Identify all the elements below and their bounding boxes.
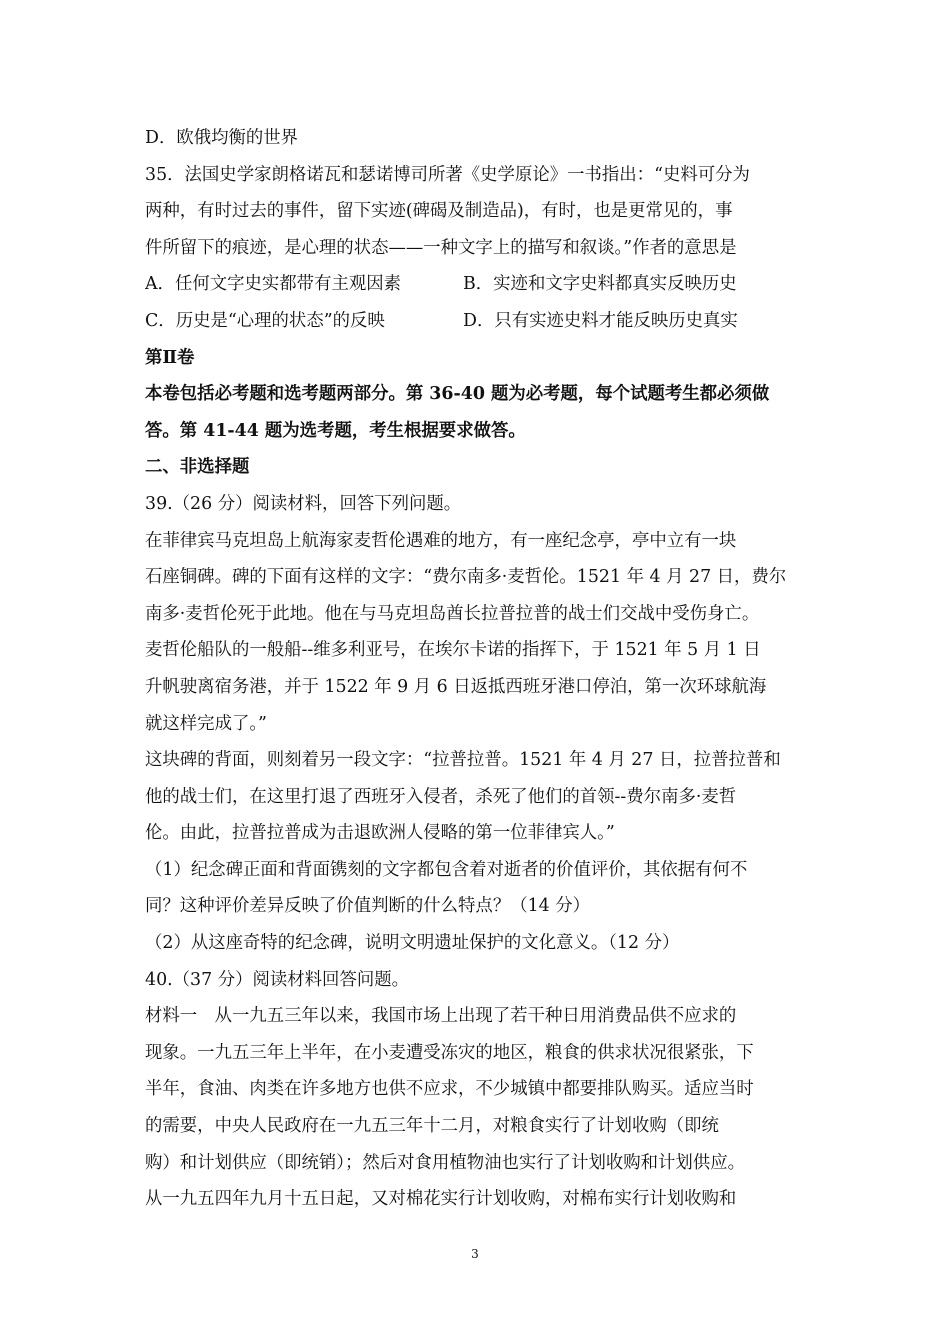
section-title: 二、非选择题 bbox=[145, 457, 250, 478]
q39-material-line: 他的战士们，在这里打退了西班牙入侵者，杀死了他们的首领--费尔南多·麦哲 bbox=[145, 786, 737, 807]
q39-material-line: 就这样完成了。” bbox=[145, 713, 267, 734]
page-number: 3 bbox=[471, 1247, 479, 1261]
q39-material-line: 麦哲伦船队的一般船--维多利亚号，在埃尔卡诺的指挥下，于 1521 年 5 月 1 日 bbox=[145, 640, 761, 661]
q40-material-line: 购）和计划供应（即统销）；然后对食用植物油也实行了计划收购和计划供应。 bbox=[145, 1152, 745, 1173]
instructions-line-1: 本卷包括必考题和选考题两部分。第 36-40 题为必考题，每个试题考生都必须做 bbox=[145, 384, 770, 405]
q39-sub-question-2: （2）从这座奇特的纪念碑，说明文明遗址保护的文化意义。（12 分） bbox=[145, 933, 680, 954]
q39-material-line: 在菲律宾马克坦岛上航海家麦哲伦遇难的地方，有一座纪念亭，亭中立有一块 bbox=[145, 530, 737, 551]
q40-material-line: 从一九五四年九月十五日起，又对棉花实行计划收购，对棉布实行计划收购和 bbox=[145, 1189, 737, 1210]
part-two-title: 第Ⅱ卷 bbox=[145, 347, 195, 368]
q40-header: 40.（37 分）阅读材料回答问题。 bbox=[145, 969, 410, 990]
q39-header: 39.（26 分）阅读材料，回答下列问题。 bbox=[145, 493, 462, 514]
q40-material-line: 的需要，中央人民政府在一九五三年十二月，对粮食实行了计划收购（即统 bbox=[145, 1116, 719, 1137]
q39-material-line: 南多·麦哲伦死于此地。他在与马克坦岛酋长拉普拉普的战士们交战中受伤身亡。 bbox=[145, 603, 760, 624]
instructions-line-2: 答。第 41-44 题为选考题，考生根据要求做答。 bbox=[145, 420, 526, 441]
q39-material-line: 石座铜碑。碑的下面有这样的文字：“费尔南多·麦哲伦。1521 年 4 月 27 日，费尔 bbox=[145, 567, 787, 588]
q35-option-a: A．任何文字史实都带有主观因素 bbox=[145, 274, 402, 295]
q39-material-line: 这块碑的背面，则刻着另一段文字：“拉普拉普。1521 年 4 月 27 日，拉普拉普和 bbox=[145, 750, 781, 771]
q39-material-line: 升帆驶离宿务港，并于 1522 年 9 月 6 日返抵西班牙港口停泊，第一次环球航海 bbox=[145, 676, 767, 697]
q39-sub-question-1: （1）纪念碑正面和背面镌刻的文字都包含着对逝者的价值评价，其依据有何不 bbox=[145, 859, 748, 880]
q39-sub-question-1-cont: 同？这种评价差异反映了价值判断的什么特点？（14 分） bbox=[145, 896, 591, 917]
q34-option-d: D．欧俄均衡的世界 bbox=[145, 128, 299, 148]
q35-stem-line-3: 件所留下的痕迹，是心理的状态——一种文字上的描写和叙谈。”作者的意思是 bbox=[145, 237, 737, 258]
q35-stem-line-1: 35．法国史学家朗格诺瓦和瑟诺博司所著《史学原论》一书指出：“史料可分为 bbox=[145, 164, 750, 185]
q35-options-row-1 bbox=[145, 266, 810, 303]
q35-options-row-2 bbox=[145, 303, 810, 340]
q40-material-line: 现象。一九五三年上半年，在小麦遭受冻灾的地区，粮食的供求状况很紧张，下 bbox=[145, 1042, 754, 1063]
q40-material-line: 材料一 从一九五三年以来，我国市场上出现了若干种日用消费品供不应求的 bbox=[145, 1006, 737, 1027]
q39-material-line: 伦。由此，拉普拉普成为击退欧洲人侵略的第一位菲律宾人。” bbox=[145, 823, 615, 844]
q35-option-b: B．实迹和文字史料都真实反映历史 bbox=[463, 274, 737, 295]
page-content bbox=[145, 120, 810, 1218]
q35-option-c: C．历史是“心理的状态”的反映 bbox=[145, 310, 385, 331]
q35-option-d: D．只有实迹史料才能反映历史真实 bbox=[463, 310, 738, 331]
q40-material-line: 半年，食油、肉类在许多地方也供不应求，不少城镇中都要排队购买。适应当时 bbox=[145, 1079, 754, 1100]
q35-stem-line-2: 两种，有时过去的事件，留下实迹(碑碣及制造品)，有时，也是更常见的，事 bbox=[145, 201, 733, 222]
